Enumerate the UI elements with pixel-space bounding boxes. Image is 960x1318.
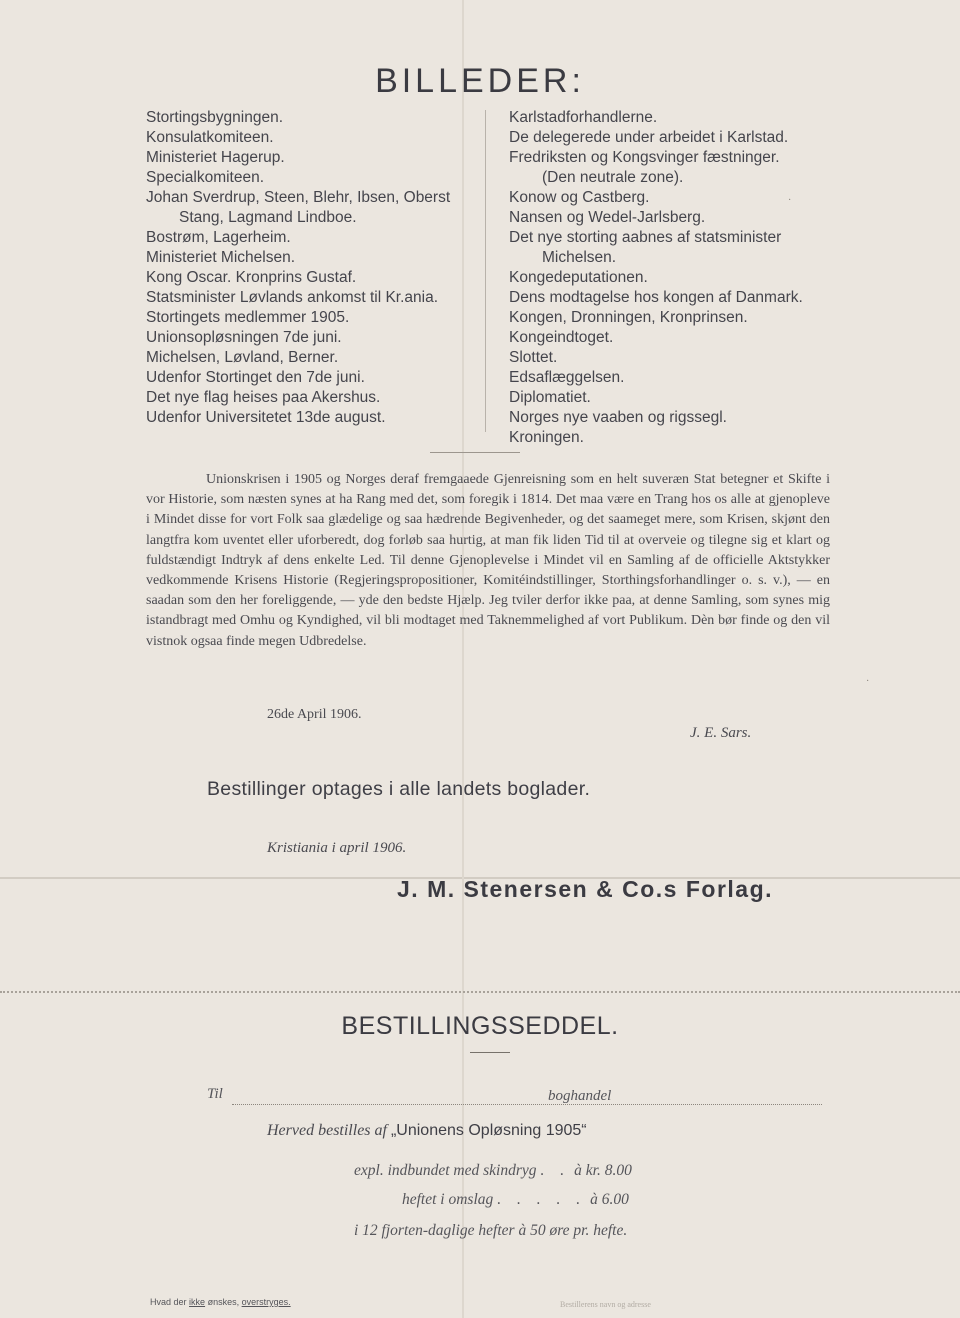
option-instalments[interactable] bbox=[354, 1222, 627, 1240]
list-item: Kongedeputationen. bbox=[509, 269, 648, 286]
list-item: Kongeindtoget. bbox=[509, 329, 614, 346]
strike-out-note bbox=[150, 1297, 291, 1307]
option-price: à kr. 8.00 bbox=[574, 1162, 632, 1179]
list-item: Ministeriet Hagerup. bbox=[146, 149, 285, 166]
list-item: Kroningen. bbox=[509, 429, 584, 446]
list-item: Edsaflæggelsen. bbox=[509, 369, 625, 386]
list-item: Michelsen, Løvland, Berner. bbox=[146, 349, 339, 366]
list-item: De delegerede under arbeidet i Karlstad. bbox=[509, 129, 789, 146]
footnote-prefix: Hvad der bbox=[150, 1297, 187, 1307]
list-item: Ministeriet Michelsen. bbox=[146, 249, 296, 266]
list-item: Unionsopløsningen 7de juni. bbox=[146, 329, 342, 346]
list-item: Norges nye vaaben og rigssegl. bbox=[509, 409, 727, 426]
bookshop-field[interactable] bbox=[232, 1104, 822, 1105]
list-item: Det nye flag heises paa Akershus. bbox=[146, 389, 381, 406]
order-form-rule bbox=[470, 1052, 510, 1053]
order-form-title: BESTILLINGSSEDDEL. bbox=[341, 1012, 619, 1040]
list-item: Udenfor Universitetet 13de august. bbox=[146, 409, 386, 426]
option-dots: . . bbox=[540, 1162, 571, 1179]
section-rule bbox=[430, 452, 520, 453]
option-label: i 12 fjorten-daglige hefter à 50 øre pr. hefte. bbox=[354, 1222, 628, 1239]
pictures-list-left bbox=[146, 108, 476, 428]
list-item: Karlstadforhandlerne. bbox=[509, 109, 658, 126]
option-dots: . . . . . bbox=[497, 1191, 587, 1208]
footnote-strike: overstryges. bbox=[241, 1297, 291, 1307]
list-item: Specialkomiteen. bbox=[146, 169, 265, 186]
list-item: Fredriksten og Kongsvinger fæstninger. bbox=[509, 149, 780, 166]
list-item: Bostrøm, Lagerheim. bbox=[146, 229, 291, 246]
paper-speck: · bbox=[788, 195, 792, 206]
pictures-heading: BILLEDER: bbox=[375, 62, 585, 100]
list-item: Johan Sverdrup, Steen, Blehr, Ibsen, Oberst bbox=[146, 189, 451, 206]
order-prefix: Herved bestilles af bbox=[267, 1122, 387, 1139]
list-item: Dens modtagelse hos kongen af Danmark. bbox=[509, 289, 803, 306]
list-item: Kong Oscar. Kronprins Gustaf. bbox=[146, 269, 357, 286]
place-date: Kristiania i april 1906. bbox=[267, 840, 407, 856]
option-label: heftet i omslag bbox=[402, 1191, 494, 1208]
list-item: Michelsen. bbox=[542, 249, 617, 266]
list-item: Statsminister Løvlands ankomst til Kr.ania. bbox=[146, 289, 439, 306]
list-item: Udenfor Stortinget den 7de juni. bbox=[146, 369, 365, 386]
option-paperback[interactable] bbox=[402, 1191, 629, 1209]
list-item: Stortingets medlemmer 1905. bbox=[146, 309, 350, 326]
to-label: Til bbox=[207, 1086, 223, 1102]
bookshop-label: boghandel bbox=[548, 1088, 612, 1104]
perforation-line bbox=[0, 991, 960, 996]
list-item: Kongen, Dronningen, Kronprinsen. bbox=[509, 309, 748, 326]
order-line bbox=[267, 1122, 587, 1140]
publisher: J. M. Stenersen & Co.s Forlag. bbox=[397, 876, 774, 902]
list-item: Konsulatkomiteen. bbox=[146, 129, 274, 146]
column-divider bbox=[485, 110, 486, 432]
list-item: Nansen og Wedel-Jarlsberg. bbox=[509, 209, 706, 226]
footnote-mid: ønskes, bbox=[207, 1297, 240, 1307]
option-bound[interactable] bbox=[354, 1162, 632, 1180]
list-item: Diplomatiet. bbox=[509, 389, 591, 406]
option-price: à 6.00 bbox=[590, 1191, 629, 1208]
list-item: Slottet. bbox=[509, 349, 558, 366]
orders-note: Bestillinger optages i alle landets boglader. bbox=[207, 778, 591, 800]
signature: J. E. Sars. bbox=[690, 725, 752, 741]
list-item: (Den neutrale zone). bbox=[542, 169, 684, 186]
footnote-ikke: ikke bbox=[189, 1297, 206, 1307]
book-title: „Unionens Opløsning 1905“ bbox=[390, 1122, 587, 1139]
option-label: expl. indbundet med skindryg bbox=[354, 1162, 537, 1179]
paper-speck: · bbox=[866, 676, 870, 687]
list-item: Konow og Castberg. bbox=[509, 189, 650, 206]
list-item: Stang, Lagmand Lindboe. bbox=[179, 209, 357, 226]
list-item: Det nye storting aabnes af statsminister bbox=[509, 229, 782, 246]
preface-date: 26de April 1906. bbox=[267, 707, 362, 722]
preface-text: Unionskrisen i 1905 og Norges deraf fremgaaede Gjenreisning som en helt suveræn Stat betegner et Skifte i vor Historie, som næsten synes at ha Rang med det, som foregik i 1814. Det maa være en Trang hos os alle at gjenopleve i Mindet disse for vort Folk saa glædelige og saa hædrende Begivenheder, og det saameget mere, som Krisen, skjønt den langtfra kom uventet eller uforberedt, dog forløb saa hurtig, at man fik liden Tid til at overveie og tilegne sig et klart og fuldstændigt Indtryk af dens enkelte Led. Til denne Gjenoplevelse i Mindet vil en Samling af de officielle Aktstykker vedkommende Krisens Historie (Regjeringspropositioner, Komitéindstillinger, Storthingsforhandlinger o. s. v.), — en saadan som den her foreliggende, — yde den bedste Hjælp. Jeg tviler derfor ikke paa, at denne Samling, som synes mig istandbragt med Omhu og Kyndighed, vil bli modtaget med Taknemmelighed af vort Publikum. Dèn bør finde og den vil vistnok ogsaa finde megen Udbredelse. bbox=[146, 472, 830, 649]
customer-name-note: Bestillerens navn og adresse bbox=[560, 1300, 651, 1309]
list-item: Stortingsbygningen. bbox=[146, 109, 284, 126]
pictures-list-right bbox=[509, 108, 829, 448]
